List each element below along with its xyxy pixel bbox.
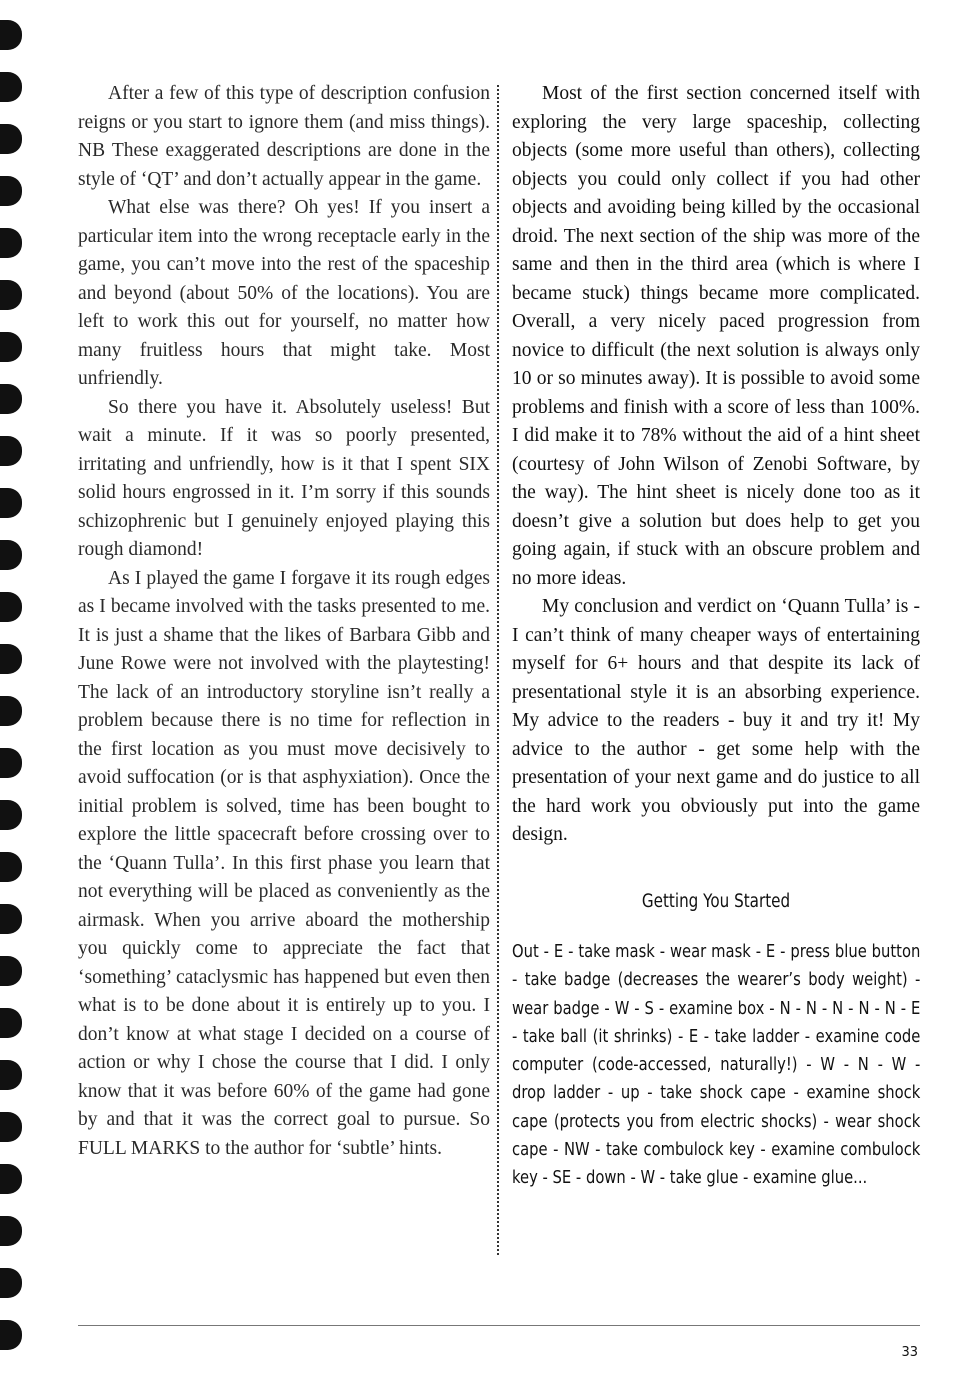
binding-hole bbox=[0, 1060, 22, 1090]
binding-hole bbox=[0, 1268, 22, 1298]
walkthrough-text: Out - E - take mask - wear mask - E - press blue button - take badge (decreases the wearer’s body weight) - wear badge - W - S - examine box - N - N - N - N - N - E - take ball (it shrinks) - E - take ladder - examine code computer (code-accessed, naturally!) - W - N - W - drop ladder - up - take shock cape - examine shock cape (protects you from electric shocks) - wear shock cape - NW - take combulock key - examine combulock key - SE - down - W - take glue - examine glue... bbox=[512, 941, 921, 1189]
binding-hole bbox=[0, 1164, 22, 1194]
binding-hole bbox=[0, 1216, 22, 1246]
binding-hole bbox=[0, 124, 22, 154]
binding-hole bbox=[0, 72, 22, 102]
binding-hole bbox=[0, 696, 22, 726]
spiral-binding bbox=[0, 0, 30, 1375]
paragraph: What else was there? Oh yes! If you insert a particular item into the wrong receptacle early in the game, you can’t move into the rest of the spaceship and beyond (about 50% of the locations). You are left to work this out for yourself, no matter how many fruitless hours that might take. Most unfriendly. bbox=[78, 197, 490, 389]
binding-hole bbox=[0, 332, 22, 362]
binding-hole bbox=[0, 956, 22, 986]
binding-hole bbox=[0, 1008, 22, 1038]
paragraph: As I played the game I forgave it its rough edges as I became involved with the tasks presented to me. It is just a shame that the likes of Barbara Gibb and June Rowe were not involved with the playtesting! The lack of an introductory storyline isn’t really a problem because there is no time for reflection in the first location as you must move decisively to avoid suffocation (or is that asphyxiation). Once the initial problem is solved, time has been bought to explore the little spacecraft before crossing over to the ‘Quann Tulla’. In this first phase you learn that not everything will be placed as conveniently as the airmask. When you arrive aboard the mothership you quickly come to appreciate the fact that ‘something’ cataclysmic has happened but even then what is to be done about it is entirely up to you. I don’t know at what stage I decided on a course of action or why I chose the course that I did. I only know that it was before 60% of the game had gone by and that it was the correct goal to pursue. So FULL MARKS to the author for ‘subtle’ hints. bbox=[78, 567, 490, 1159]
binding-hole bbox=[0, 1320, 22, 1350]
paragraph: Most of the first section concerned itself with exploring the very large spaceship, collecting objects (some more useful than others), collecting objects you could only collect if you had other objects and avoiding being killed by the occasional droid. The next section of the ship was more of the same and then in the third area (which is where I became stuck) things became more complicated. Overall, a very nicely paced progression from novice to difficult (the next solution is always only 10 or so minutes away). It is possible to avoid some problems and finish with a score of less than 100%. I did make it to 78% without the aid of a hint sheet (courtesy of John Wilson of Zenobi Software, by the way). The hint sheet is nicely done too as it doesn’t give a solution but does help to get you going again, if stuck with an obscure problem and no more ideas. bbox=[512, 83, 920, 589]
column-divider bbox=[497, 85, 499, 1255]
binding-hole bbox=[0, 176, 22, 206]
binding-hole bbox=[0, 800, 22, 830]
section-heading: Getting You Started bbox=[641, 890, 791, 912]
right-column bbox=[512, 80, 920, 1193]
paragraph: So there you have it. Absolutely useless! But wait a minute. If it was so poorly presented, irritating and unfriendly, how is it that I spent SIX solid hours engrossed in it. I’m sorry if this sounds schizophrenic but I genuinely enjoyed playing this rough diamond! bbox=[78, 396, 490, 560]
left-column bbox=[78, 80, 490, 1163]
binding-hole bbox=[0, 904, 22, 934]
paragraph: After a few of this type of description confusion reigns or you start to ignore them (and miss things). NB These exaggerated descriptions are done in the style of ‘QT’ and don’t actually appear in the game. bbox=[78, 83, 490, 190]
binding-hole bbox=[0, 20, 22, 50]
binding-hole bbox=[0, 228, 22, 258]
binding-hole bbox=[0, 748, 22, 778]
binding-hole bbox=[0, 592, 22, 622]
binding-hole bbox=[0, 644, 22, 674]
binding-hole bbox=[0, 852, 22, 882]
binding-hole bbox=[0, 540, 22, 570]
binding-hole bbox=[0, 1112, 22, 1142]
binding-hole bbox=[0, 488, 22, 518]
binding-hole bbox=[0, 280, 22, 310]
paragraph: My conclusion and verdict on ‘Quann Tulla’ is - I can’t think of many cheaper ways of entertaining myself for 6+ hours and that despite its lack of presentational style it is an absorbing experience. My advice to the readers - buy it and try it! My advice to the author - get some help with the presentation of your next game and do justice to all the hard work you obviously put into the game design. bbox=[512, 596, 920, 845]
binding-hole bbox=[0, 384, 22, 414]
binding-hole bbox=[0, 436, 22, 466]
footer-rule bbox=[78, 1325, 920, 1326]
page-number: 33 bbox=[901, 1345, 918, 1360]
